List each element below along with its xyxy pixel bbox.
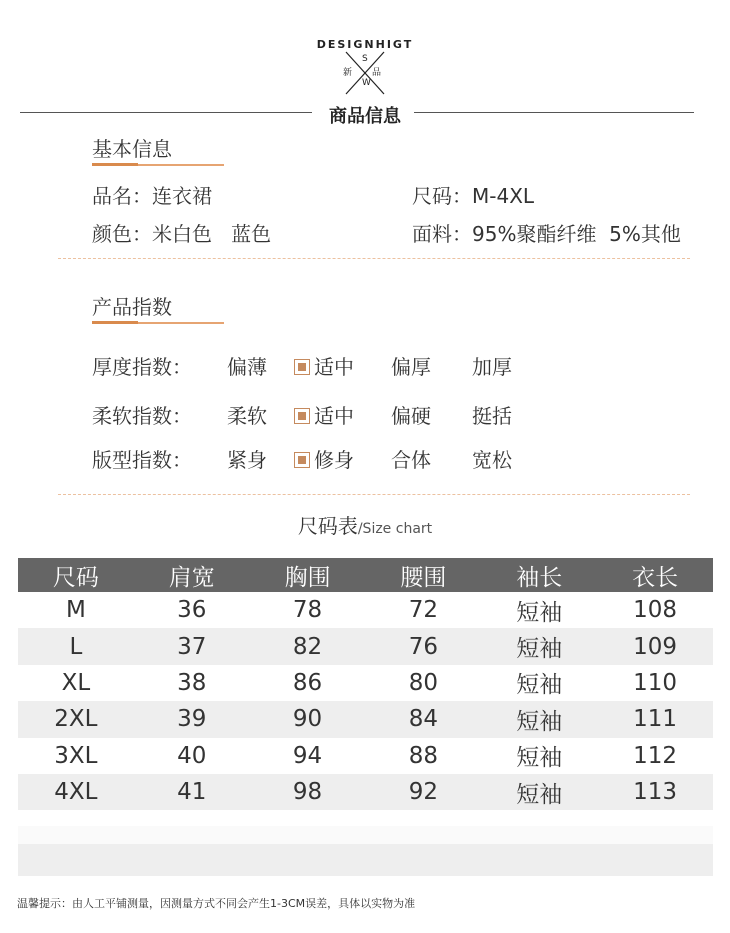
measurement-note: 温馨提示：由人工平铺测量，因测量方式不同会产生1-3CM误差，具体以实物为准 [17, 897, 416, 910]
index-option-label: 适中 [314, 355, 354, 379]
index-row-label: 版型指数： [92, 448, 192, 472]
index-option: 偏薄 [227, 355, 267, 379]
index-option-selected [294, 400, 354, 429]
table-cell: M [65, 597, 86, 624]
size-chart-title-cn: 尺码表 [297, 514, 358, 538]
table-cell: 113 [597, 774, 713, 810]
table-cell: 86 [292, 669, 323, 696]
index-option: 宽松 [472, 448, 512, 472]
table-cell: 短袖 [516, 599, 563, 626]
logo-brand-text: DESIGNHIGT [316, 38, 414, 51]
table-row [18, 701, 713, 737]
table-cell: 4XL [18, 774, 134, 810]
index-option: 紧身 [227, 448, 267, 472]
table-cell: 84 [365, 701, 481, 737]
table-row [18, 738, 713, 774]
table-row [18, 774, 713, 810]
empty-table-band [18, 826, 713, 844]
header-cell: 尺码 [18, 558, 134, 592]
table-cell: 80 [408, 669, 439, 696]
checkbox-checked-icon [294, 408, 310, 424]
table-row [18, 665, 713, 701]
table-cell: 36 [177, 597, 207, 624]
header-cell: 袖长 [481, 558, 597, 592]
table-cell: 94 [292, 742, 323, 769]
table-cell: 短袖 [516, 672, 563, 699]
header-cell: 肩宽 [134, 558, 250, 592]
section-title: 商品信息 [329, 106, 401, 127]
divider [58, 494, 690, 495]
table-cell: 98 [250, 774, 366, 810]
index-row-label: 柔软指数： [92, 404, 192, 428]
size-table-header [18, 558, 713, 592]
table-cell: 37 [134, 628, 250, 664]
logo-right-char: 品 [372, 68, 382, 78]
table-row [18, 592, 713, 628]
index-row-label: 厚度指数： [92, 355, 192, 379]
brand-logo [0, 38, 730, 98]
index-option-label: 修身 [314, 448, 354, 472]
header-cell: 腰围 [365, 558, 481, 592]
table-cell: 短袖 [481, 774, 597, 810]
table-cell: 72 [408, 597, 439, 624]
size-chart-title [0, 510, 730, 539]
table-cell: 39 [134, 701, 250, 737]
size-table [18, 558, 713, 810]
product-fabric: 面料：95%聚酯纤维 5%其他 [412, 222, 681, 246]
index-option: 加厚 [472, 355, 512, 379]
logo-w-letter: W [362, 78, 371, 88]
title-rule-right [414, 112, 694, 113]
table-cell: 2XL [18, 701, 134, 737]
table-cell: 111 [597, 701, 713, 737]
index-option: 合体 [391, 448, 431, 472]
table-cell: 短袖 [481, 628, 597, 664]
checkbox-checked-icon [294, 452, 310, 468]
table-cell: 76 [365, 628, 481, 664]
header-cell: 胸围 [250, 558, 366, 592]
table-cell: 92 [365, 774, 481, 810]
table-row [18, 628, 713, 664]
logo-s-letter: S [362, 54, 368, 64]
table-cell: 3XL [54, 742, 98, 769]
product-index-heading: 产品指数 [92, 295, 172, 319]
table-cell: 短袖 [481, 701, 597, 737]
product-size-range: 尺码：M-4XL [412, 184, 535, 208]
empty-table-band [18, 844, 713, 876]
divider [58, 258, 690, 259]
size-chart-title-en: /Size chart [357, 521, 433, 537]
table-cell: 88 [408, 742, 439, 769]
table-cell: 112 [633, 742, 678, 769]
table-cell: 78 [292, 597, 323, 624]
table-cell: 短袖 [516, 745, 563, 772]
product-colors: 颜色：米白色 蓝色 [92, 222, 272, 246]
table-cell: L [18, 628, 134, 664]
table-cell: 90 [250, 701, 366, 737]
checkbox-checked-icon [294, 359, 310, 375]
logo-left-char: 新 [343, 68, 353, 78]
table-cell: XL [61, 669, 91, 696]
index-option-label: 适中 [314, 404, 354, 428]
table-cell: 41 [134, 774, 250, 810]
table-cell: 110 [633, 669, 678, 696]
product-index-underline-accent [92, 321, 138, 324]
table-cell: 40 [177, 742, 207, 769]
index-option: 偏硬 [391, 404, 431, 428]
basic-info-underline-accent [92, 163, 138, 166]
index-option-selected [294, 351, 354, 380]
header-cell: 衣长 [597, 558, 713, 592]
table-cell: 108 [633, 597, 678, 624]
table-cell: 82 [250, 628, 366, 664]
index-option: 柔软 [227, 404, 267, 428]
index-option-selected [294, 444, 354, 473]
product-name: 品名：连衣裙 [92, 184, 212, 208]
table-cell: 38 [177, 669, 207, 696]
index-option: 偏厚 [391, 355, 431, 379]
index-option: 挺括 [472, 404, 512, 428]
table-cell: 109 [597, 628, 713, 664]
basic-info-heading: 基本信息 [92, 137, 172, 161]
